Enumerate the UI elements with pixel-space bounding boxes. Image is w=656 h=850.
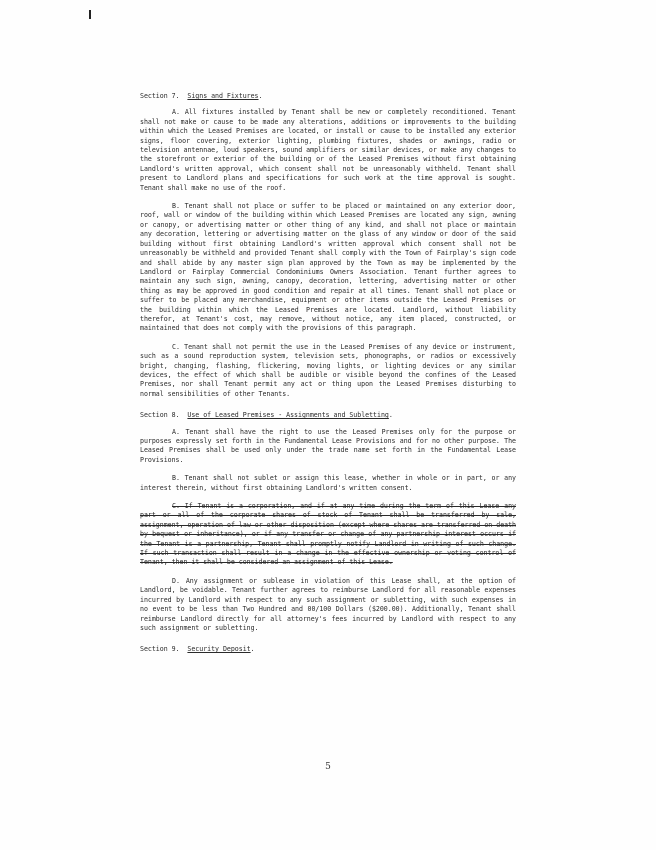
section-9-number: Section 9. [140,645,180,654]
section-7-heading [140,92,516,101]
section-7-paragraph-a: A. All fixtures installed by Tenant shall be new or completely reconditioned. Tenant shall not make or cause to be made any alterations, additions or improvements to the building within which the Leased Premises are located, or install or cause to be installed any exterior signs, floor covering, exterior lighting, plumbing fixtures, shades or awnings, radio or television antennae, loud speakers, sound amplifiers or similar devices, or make any changes to the storefront or exterior of the building or of the Leased Premises without first obtaining Landlord's written approval, which consent shall not be unreasonably withheld. Tenant shall present to Landlord plans and specifications for such work at the time approval is sought. Tenant shall make no use of the roof. [140,108,516,192]
section-8-paragraph-d: D. Any assignment or sublease in violation of this Lease shall, at the option of Landlord, be voidable. Tenant further agrees to reimburse Landlord for all reasonable expenses incurred by Landlord with respect to any such assignment or subletting, with such expenses in no event to be less than Two Hundred and 00/100 Dollars ($200.00). Additionally, Tenant shall reimburse Landlord directly for all attorney's fees incurred by Landlord with respect to any such assignment or subletting. [140,576,516,632]
section-8-paragraph-c-struck: C. If Tenant is a corporation, and if at any time during the term of this Lease any part or all of the corporate shares of stock of Tenant shall be transferred by sale, assignment, operation of law or other disposition (except where shares are transferred on death by bequest or inheritance), or if any transfer or change of any partnership interest occurs if the Tenant is a partnership, Tenant shall promptly notify Landlord in writing of such change. If such transaction shall result in a change in the effective ownership or voting control of Tenant, then it shall be considered an assignment of this Lease. [140,502,516,567]
document-body [140,92,516,662]
section-7-punct: . [258,92,263,100]
section-7-paragraph-c: C. Tenant shall not permit the use in the Leased Premises of any device or instrument, such as a sound reproduction system, television sets, phonographs, or radios or excessively bright, changing, flashing, flickering, moving lights, or lighting devices or any similar devices, the effect of which shall be audible or visible beyond the confines of the Leased Premises, nor shall Tenant permit any act or thing upon the Leased Premises disturbing to normal sensibilities of other Tenants. [140,342,516,398]
section-7-paragraph-b: B. Tenant shall not place or suffer to be placed or maintained on any exterior door, roof, wall or window of the building within which Leased Premises are located any sign, awning or canopy, or advertising matter or other thing of any kind, and shall not place or maintain any decoration, lettering or advertising matter on the glass of any window or door of the said building without first obtaining Landlord's written approval which consent shall not be unreasonably be withheld and provided Tenant shall comply with the Town of Fairplay's sign code and shall abide by any master sign plan approved by the Town as may be implemented by the Landlord or Fairplay Commercial Condominiums Owners Association. Tenant further agrees to maintain any such sign, awning, canopy, decoration, lettering, advertising matter or other thing as may be approved in good condition and repair at all times. Tenant shall not place or suffer to be placed any merchandise, equipment or other items outside the Leased Premises or the building within which the Leased Premises are located. Landlord, without liability therefor, at Tenant's cost, may remove, without notice, any item placed, constructed, or maintained that does not comply with the provisions of this paragraph. [140,202,516,333]
section-8-paragraph-a: A. Tenant shall have the right to use the Leased Premises only for the purpose or purposes expressly set forth in the Fundamental Lease Provisions and for no other purpose. The Leased Premises shall be used only under the trade name set forth in the Fundamental Lease Provisions. [140,427,516,464]
section-9-title: Security Deposit [187,645,251,654]
section-7-number: Section 7. [140,92,180,100]
section-8-title: Use of Leased Premises - Assignments and Subletting [187,411,389,420]
page-number: 5 [325,762,331,772]
section-8-number: Section 8. [140,411,180,420]
margin-mark [89,10,91,19]
section-7-title: Signs and Fixtures [187,92,259,100]
section-8-punct: . [388,411,393,420]
section-9-punct: . [250,645,255,654]
section-9-heading [140,645,516,654]
section-8-heading [140,411,516,420]
section-8-paragraph-b: B. Tenant shall not sublet or assign this lease, whether in whole or in part, or any interest therein, without first obtaining Landlord's written consent. [140,474,516,492]
